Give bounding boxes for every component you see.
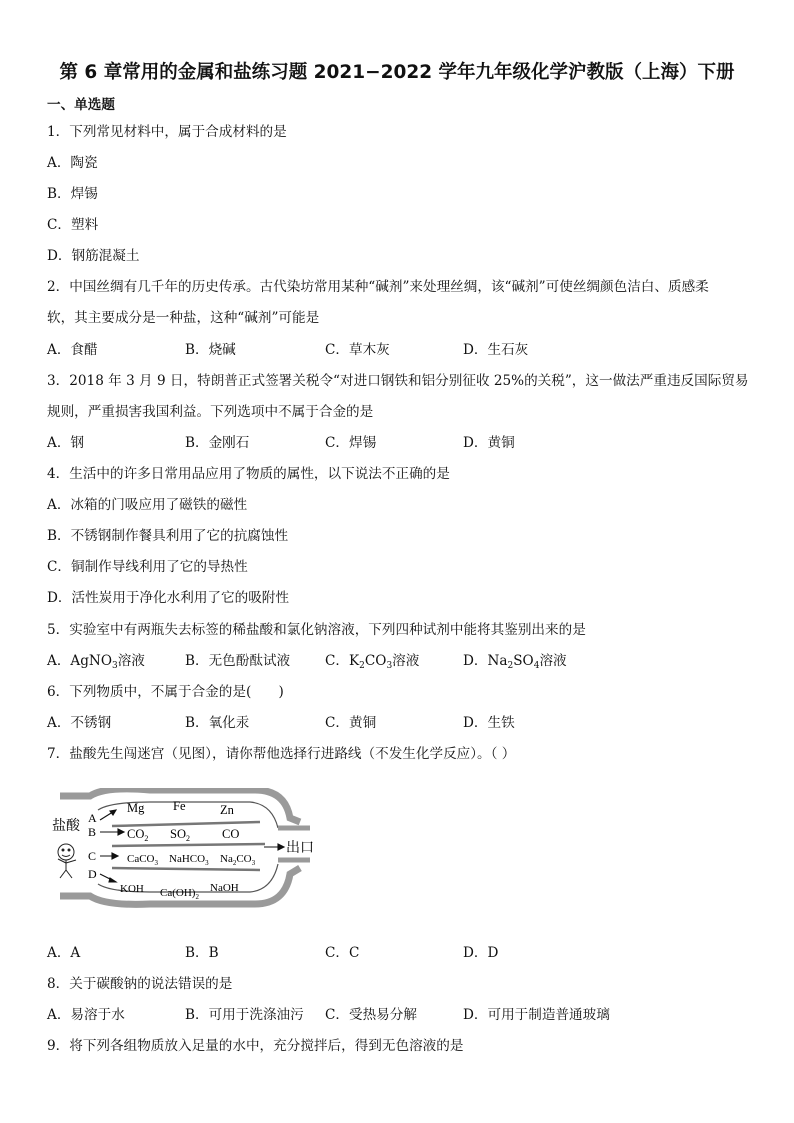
q1-option-c: C．塑料 [47,217,99,233]
q5-option-b: B．无色酚酞试液 [185,653,291,669]
maze-route-b: B [88,825,97,839]
q2-option-d: D．生石灰 [463,342,529,358]
maze-route-c: C [88,849,97,863]
maze-b-co2: $CO_2$ [127,827,149,843]
q5-option-a: A．AgNO$_3$溶液 [47,653,145,671]
q8-option-c: C．受热易分解 [325,1007,417,1023]
q3-stem-line2: 规则，严重损害我国利益。下列选项中不属于合金的是 [47,404,374,420]
maze-a-fe: Fe [173,799,186,813]
maze-label-hcl: 盐酸 [52,819,80,834]
section-heading: 一、单选题 [47,97,115,113]
q8-option-d: D．可用于制造普通玻璃 [463,1007,610,1023]
q2-option-b: B．烧碱 [185,342,236,358]
q7-option-d: D．D [463,945,499,961]
q2-option-a: A．食醋 [47,342,98,358]
q6-option-b: B．氧化汞 [185,715,250,731]
q5-option-d: D．$Na_2SO_4$溶液 [463,653,567,671]
q8-stem: 8．关于碳酸钠的说法错误的是 [47,976,233,992]
q2-stem-line2: 软，其主要成分是一种盐，这种“碱剂”可能是 [47,310,320,326]
q6-option-a: A．不锈钢 [47,715,112,731]
q8-option-b: B．可用于洗涤油污 [185,1007,304,1023]
maze-route-d: D [88,867,97,881]
q5-option-c: C．$K_2CO_3$溶液 [325,653,420,671]
q6-option-c: C．黄铜 [325,715,377,731]
maze-figure [50,788,330,908]
maze-c-nahco3: NaHCO$_3$ [169,853,209,867]
q4-option-c: C．铜制作导线利用了它的导热性 [47,559,248,575]
q1-option-d: D．钢筋混凝土 [47,248,140,264]
q7-option-b: B．B [185,945,219,961]
q3-option-d: D．黄铜 [463,435,515,451]
q4-stem: 4．生活中的许多日常用品应用了物质的属性，以下说法不正确的是 [47,466,450,482]
q9-stem: 9．将下列各组物质放入足量的水中，充分搅拌后，得到无色溶液的是 [47,1038,464,1054]
maze-d-naoh: NaOH [210,882,239,894]
maze-d-caoh2: $Ca(OH)_2$ [160,887,199,901]
maze-route-a: A [88,811,97,825]
q6-option-d: D．生铁 [463,715,515,731]
maze-c-na2co3: $Na_2CO_3$ [220,853,256,867]
q8-option-a: A．易溶于水 [47,1007,125,1023]
q7-option-c: C．C [325,945,360,961]
q4-option-d: D．活性炭用于净化水利用了它的吸附性 [47,590,289,606]
q3-option-a: A．钢 [47,435,85,451]
maze-a-mg: Mg [127,801,145,815]
q2-option-c: C．草木灰 [325,342,390,358]
q1-stem: 1．下列常见材料中，属于合成材料的是 [47,124,287,140]
q3-stem-line1: 3．2018 年 3 月 9 日，特朗普正式签署关税令“对进口钢铁和铝分别征收 25%的关税”，这一做法严重违反国际贸易 [47,373,749,389]
q1-option-b: B．焊锡 [47,186,98,202]
hcl-character-icon [58,844,76,878]
page-title: 第 6 章常用的金属和盐练习题 2021−2022 学年九年级化学沪教版（上海）下册 [59,62,735,83]
maze-label-exit: 出口 [286,841,314,856]
q1-option-a: A．陶瓷 [47,155,98,171]
q4-option-b: B．不锈钢制作餐具利用了它的抗腐蚀性 [47,528,289,544]
maze-b-so2: $SO_2$ [170,827,190,843]
q4-option-a: A．冰箱的门吸应用了磁铁的磁性 [47,497,248,513]
maze-d-koh: KOH [120,883,144,895]
q2-stem-line1: 2．中国丝绸有几千年的历史传承。古代染坊常用某种“碱剂”来处理丝绸，该“碱剂”可使丝绸颜色洁白、质感柔 [47,279,709,295]
maze-a-zn: Zn [220,803,234,817]
maze-divider-1 [112,822,260,826]
q5-stem: 5．实验室中有两瓶失去标签的稀盐酸和氯化钠溶液，下列四种试剂中能将其鉴别出来的是 [47,622,586,638]
maze-b-co: CO [222,827,240,841]
q7-option-a: A．A [47,945,81,961]
maze-divider-2 [112,844,265,846]
maze-c-caco3: CaCO$_3$ [127,853,158,867]
q3-option-c: C．焊锡 [325,435,377,451]
maze-divider-3 [112,868,260,870]
q7-stem: 7．盐酸先生闯迷宫（见图），请你帮他选择行进路线（不发生化学反应）。（ ） [47,746,516,762]
q6-stem: 6．下列物质中，不属于合金的是( ) [47,684,284,700]
q3-option-b: B．金刚石 [185,435,250,451]
